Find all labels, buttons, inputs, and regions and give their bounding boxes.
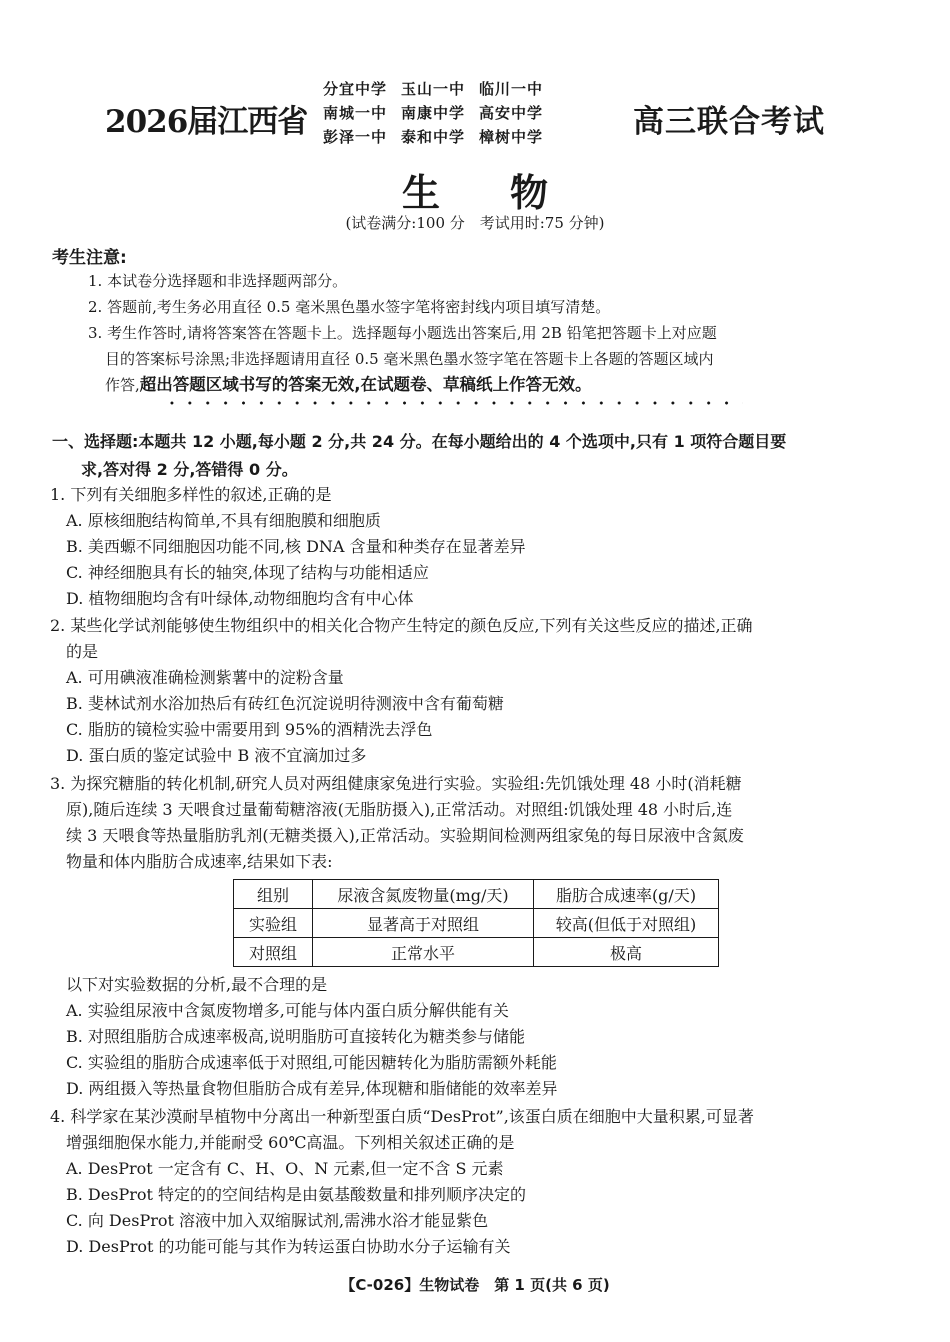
table-header-cell: 脂肪合成速率(g/天) — [534, 880, 719, 909]
results-table — [233, 879, 719, 967]
section-line: 求,答对得 2 分,答错得 0 分。 — [81, 460, 298, 479]
table-row — [234, 938, 719, 967]
question-stem: 4. 科学家在某沙漠耐旱植物中分离出一种新型蛋白质“DesProt”,该蛋白质在细胞中大量积累,可显著 — [50, 1107, 754, 1126]
section-heading — [52, 428, 912, 484]
note-item: 1. 本试卷分选择题和非选择题两部分。 — [88, 272, 348, 290]
option-b: B. 斐林试剂水浴加热后有砖红色沉淀说明待测液中含有葡萄糖 — [66, 694, 504, 713]
question-stem-cont: 物量和体内脂肪合成速率,结果如下表: — [66, 852, 333, 871]
school-name: 彭泽一中 — [323, 128, 388, 146]
emphasized-warning: 超出答题区域书写的答案无效,在试题卷、草稿纸上作答无效。 — [139, 375, 592, 394]
school-name: 分宜中学 — [323, 80, 388, 98]
option-b: B. DesProt 特定的的空间结构是由氨基酸数量和排列顺序决定的 — [66, 1185, 527, 1204]
school-row — [323, 78, 633, 102]
table-cell: 较高(但低于对照组) — [534, 909, 719, 938]
section-line: 一、选择题:本题共 12 小题,每小题 2 分,共 24 分。在每小题给出的 4 个选项中,只有 1 项符合题目要 — [52, 432, 787, 451]
option-b: B. 美西螈不同细胞因功能不同,核 DNA 含量和种类存在显著差异 — [66, 537, 526, 556]
table-header-cell: 尿液含氮废物量(mg/天) — [313, 880, 534, 909]
school-name: 玉山一中 — [401, 80, 466, 98]
table-cell: 对照组 — [234, 938, 313, 967]
question-stem-cont: 增强细胞保水能力,并能耐受 60℃高温。下列相关叙述正确的是 — [66, 1133, 515, 1152]
table-cell: 极高 — [534, 938, 719, 967]
school-row — [323, 102, 633, 126]
notes-title: 考生注意: — [52, 248, 127, 268]
option-b: B. 对照组脂肪合成速率极高,说明脂肪可直接转化为糖类参与储能 — [66, 1027, 526, 1046]
note-line: 3. 考生作答时,请将答案答在答题卡上。选择题每小题选出答案后,用 2B 铅笔把答题卡上对应题 — [88, 324, 717, 342]
note-line: 目的答案标号涂黑;非选择题请用直径 0.5 毫米黑色墨水签字笔在答题卡上各题的答题区域内 — [105, 350, 714, 368]
option-a: A. 原核细胞结构简单,不具有细胞膜和细胞质 — [66, 511, 381, 530]
option-c: C. 脂肪的镜检实验中需要用到 95%的酒精洗去浮色 — [66, 720, 433, 739]
header-left-title: 2026届江西省 — [105, 104, 308, 140]
table-row — [234, 909, 719, 938]
table-header-cell: 组别 — [234, 880, 313, 909]
option-c: C. 向 DesProt 溶液中加入双缩脲试剂,需沸水浴才能显紫色 — [66, 1211, 489, 1230]
option-a: A. 实验组尿液中含氮废物增多,可能与体内蛋白质分解供能有关 — [66, 1001, 509, 1020]
note-item — [88, 320, 903, 398]
table-cell: 显著高于对照组 — [313, 909, 534, 938]
exam-info: (试卷满分:100 分 考试用时:75 分钟) — [345, 214, 605, 232]
option-d: D. 植物细胞均含有叶绿体,动物细胞均含有中心体 — [66, 589, 414, 608]
table-cell: 正常水平 — [313, 938, 534, 967]
subject-title: 生物 — [401, 171, 618, 215]
option-c: C. 实验组的脂肪合成速率低于对照组,可能因糖转化为脂肪需额外耗能 — [66, 1053, 557, 1072]
school-name: 樟树中学 — [479, 128, 544, 146]
question-stem: 1. 下列有关细胞多样性的叙述,正确的是 — [50, 485, 332, 504]
question-lead: 以下对实验数据的分析,最不合理的是 — [66, 975, 328, 994]
emphasis-dots — [163, 400, 743, 406]
question-stem-cont: 原),随后连续 3 天喂食过量葡萄糖溶液(无脂肪摄入),正常活动。对照组:饥饿处理 48 小时后,连 — [66, 800, 733, 819]
school-name: 南城一中 — [323, 104, 388, 122]
question-stem: 2. 某些化学试剂能够使生物组织中的相关化合物产生特定的颜色反应,下列有关这些反应的描述,正确 — [50, 616, 753, 635]
question-stem-cont: 续 3 天喂食等热量脂肪乳剂(无糖类摄入),正常活动。实验期间检测两组家兔的每日尿液中含氮废 — [66, 826, 744, 845]
school-list — [323, 78, 633, 150]
header-right-title: 高三联合考试 — [633, 104, 825, 140]
note-line — [88, 372, 903, 398]
option-a: A. DesProt 一定含有 C、H、O、N 元素,但一定不含 S 元素 — [66, 1159, 504, 1178]
school-row — [323, 126, 633, 150]
note-text: 作答, — [105, 376, 140, 394]
school-name: 临川一中 — [479, 80, 544, 98]
exam-header — [105, 78, 865, 150]
school-name: 高安中学 — [479, 104, 544, 122]
option-a: A. 可用碘液准确检测紫薯中的淀粉含量 — [66, 668, 344, 687]
option-c: C. 神经细胞具有长的轴突,体现了结构与功能相适应 — [66, 563, 429, 582]
school-name: 南康中学 — [401, 104, 466, 122]
question-stem: 3. 为探究糖脂的转化机制,研究人员对两组健康家兔进行实验。实验组:先饥饿处理 48 小时(消耗糖 — [50, 774, 742, 793]
table-header-row — [234, 880, 719, 909]
option-d: D. 蛋白质的鉴定试验中 B 液不宜滴加过多 — [66, 746, 367, 765]
note-item: 2. 答题前,考生务必用直径 0.5 毫米黑色墨水签字笔将密封线内项目填写清楚。 — [88, 298, 611, 316]
option-d: D. 两组摄入等热量食物但脂肪合成有差异,体现糖和脂储能的效率差异 — [66, 1079, 558, 1098]
school-name: 泰和中学 — [401, 128, 466, 146]
question-stem-cont: 的是 — [66, 642, 99, 661]
option-d: D. DesProt 的功能可能与其作为转运蛋白协助水分子运输有关 — [66, 1237, 511, 1256]
page-footer: 【C-026】生物试卷 第 1 页(共 6 页) — [340, 1276, 610, 1294]
table-cell: 实验组 — [234, 909, 313, 938]
